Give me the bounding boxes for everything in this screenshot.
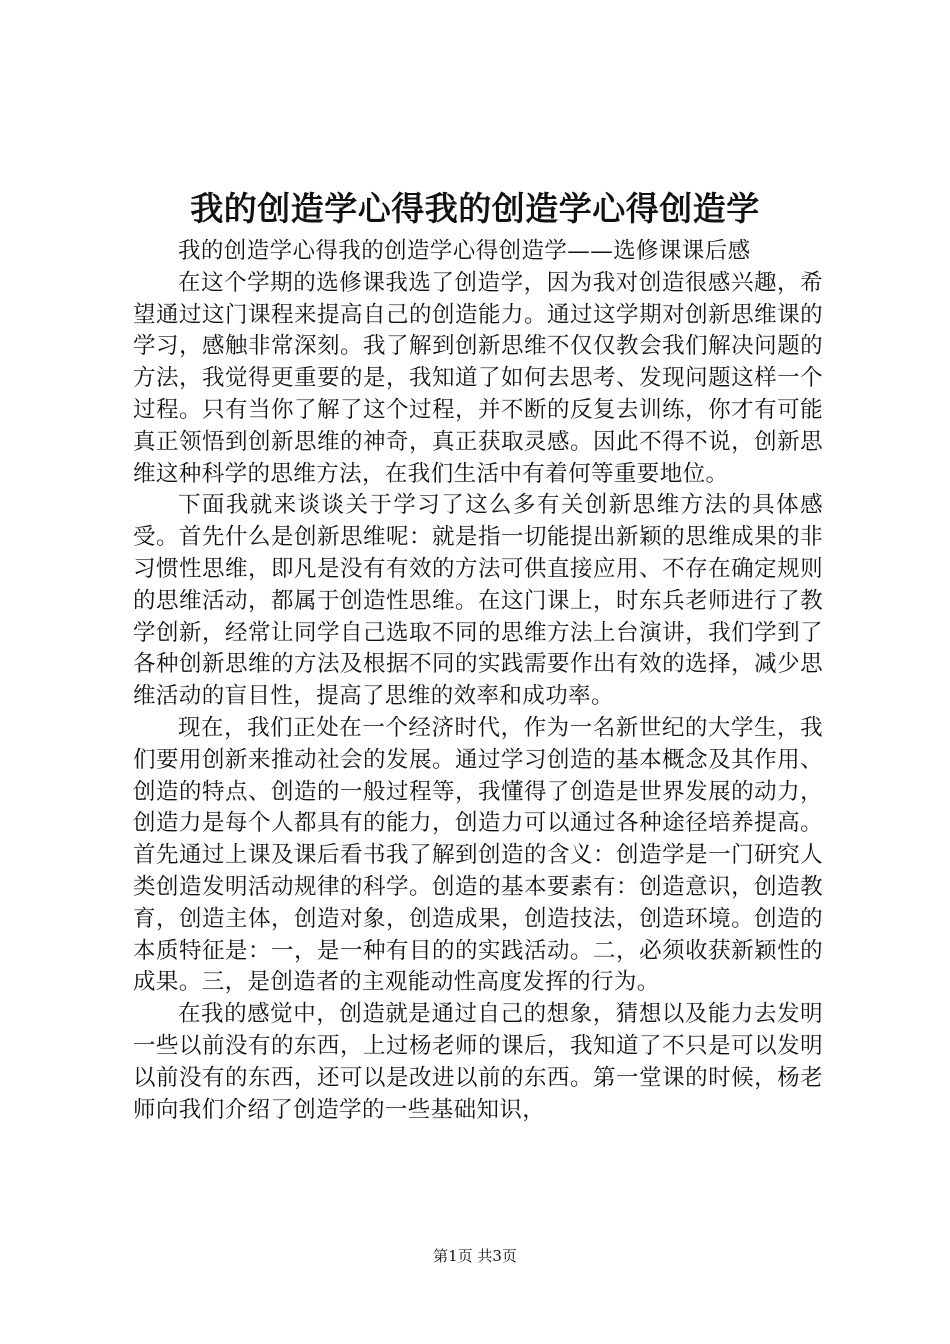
paragraph: 现在，我们正处在一个经济时代，作为一名新世纪的大学生，我们要用创新来推动社会的发展。通过学习创造的基本概念及其作用、创造的特点、创造的一般过程等，我懂得了创造是世界发展的动力，创造力是每个人都具有的能力，创造力可以通过各种途径培养提高。首先通过上课及课后看书我了解到创造的含义：创造学是一门研究人类创造发明活动规律的科学。创造的基本要素有：创造意识，创造教育，创造主体，创造对象，创造成果，创造技法，创造环境。创造的本质特征是：一，是一种有目的的实践活动。二，必须收获新颖性的成果。三，是创造者的主观能动性高度发挥的行为。: [133, 714, 823, 996]
page-number-footer: 第1页 共3页: [433, 1247, 517, 1265]
paragraph: 在这个学期的选修课我选了创造学，因为我对创造很感兴趣，希望通过这门课程来提高自己的创造能力。通过这学期对创新思维课的学习，感触非常深刻。我了解到创新思维不仅仅教会我们解决问题的方法，我觉得更重要的是，我知道了如何去思考、发现问题这样一个过程。只有当你了解了这个过程，并不断的反复去训练，你才有可能真正领悟到创新思维的神奇，真正获取灵感。因此不得不说，创新思维这种科学的思维方法，在我们生活中有着何等重要地位。: [133, 269, 823, 487]
paragraph-subtitle: 我的创造学心得我的创造学心得创造学——选修课课后感: [178, 238, 751, 264]
document-title: 我的创造学心得我的创造学心得创造学: [190, 189, 760, 228]
paragraph: 下面我就来谈谈关于学习了这么多有关创新思维方法的具体感受。首先什么是创新思维呢：就是指一切能提出新颖的思维成果的非习惯性思维，即凡是没有有效的方法可供直接应用、不存在确定规则的思维活动，都属于创造性思维。在这门课上，时东兵老师进行了教学创新，经常让同学自己选取不同的思维方法上台演讲，我们学到了各种创新思维的方法及根据不同的实践需要作出有效的选择，减少思维活动的盲目性，提高了思维的效率和成功率。: [133, 492, 823, 710]
paragraph: 在我的感觉中，创造就是通过自己的想象，猜想以及能力去发明一些以前没有的东西，上过杨老师的课后，我知道了不只是可以发明以前没有的东西，还可以是改进以前的东西。第一堂课的时候，杨老师向我们介绍了创造学的一些基础知识，: [133, 1001, 823, 1123]
document-body: [133, 236, 823, 1126]
